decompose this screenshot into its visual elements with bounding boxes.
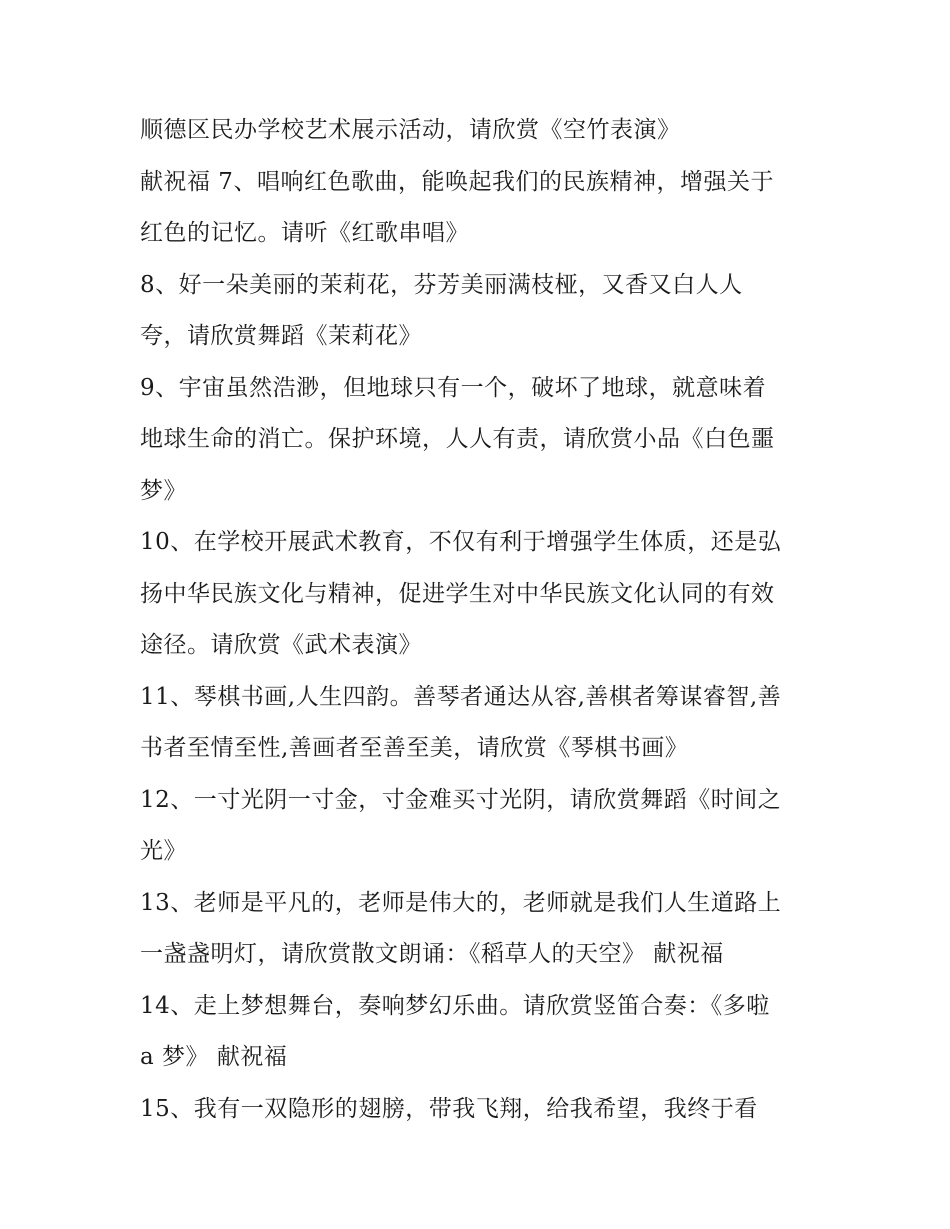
text-line: 书者至情至性,善画者至善至美，请欣赏《琴棋书画》 — [140, 735, 689, 761]
text-line: 地球生命的消亡。保护环境，人人有责，请欣赏小品《白色噩 — [140, 426, 775, 452]
text-line: 一盏盏明灯，请欣赏散文朗诵：《稻草人的天空》 献祝福 — [140, 941, 724, 967]
text-line: 光》 — [140, 838, 187, 864]
text-line: 14、走上梦想舞台，奏响梦幻乐曲。请欣赏竖笛合奏：《多啦 — [140, 992, 770, 1019]
text-line: 扬中华民族文化与精神，促进学生对中华民族文化认同的有效 — [140, 580, 775, 607]
text-line: 10、在学校开展武术教育，不仅有利于增强学生体质，还是弘 — [140, 529, 782, 555]
text-line: 15、我有一双隐形的翅膀，带我飞翔，给我希望，我终于看 — [140, 1095, 758, 1122]
text-line: 梦》 — [140, 477, 187, 504]
text-line: 9、宇宙虽然浩渺，但地球只有一个，破坏了地球，就意味着 — [140, 374, 767, 401]
text-line: 11、琴棋书画,人生四韵。善琴者通达从容,善棋者筹谋睿智,善 — [140, 683, 782, 710]
text-line: 8、好一朵美丽的茉莉花，芬芳美丽满枝桠，又香又白人人 — [140, 271, 743, 298]
document-body — [140, 105, 830, 1135]
text-line: a 梦》 献祝福 — [140, 1044, 288, 1070]
text-line: 13、老师是平凡的，老师是伟大的，老师就是我们人生道路上 — [140, 889, 782, 916]
text-line: 途径。请欣赏《武术表演》 — [140, 632, 422, 658]
text-line: 12、一寸光阴一寸金，寸金难买寸光阴，请欣赏舞蹈《时间之 — [140, 786, 782, 813]
text-line: 献祝福 7、唱响红色歌曲，能唤起我们的民族精神，增强关于 — [140, 168, 774, 195]
text-line: 红色的记忆。请听《红歌串唱》 — [140, 220, 469, 246]
text-line: 夸，请欣赏舞蹈《茉莉花》 — [140, 323, 422, 349]
text-line: 顺德区民办学校艺术展示活动，请欣赏《空竹表演》 — [140, 117, 681, 143]
